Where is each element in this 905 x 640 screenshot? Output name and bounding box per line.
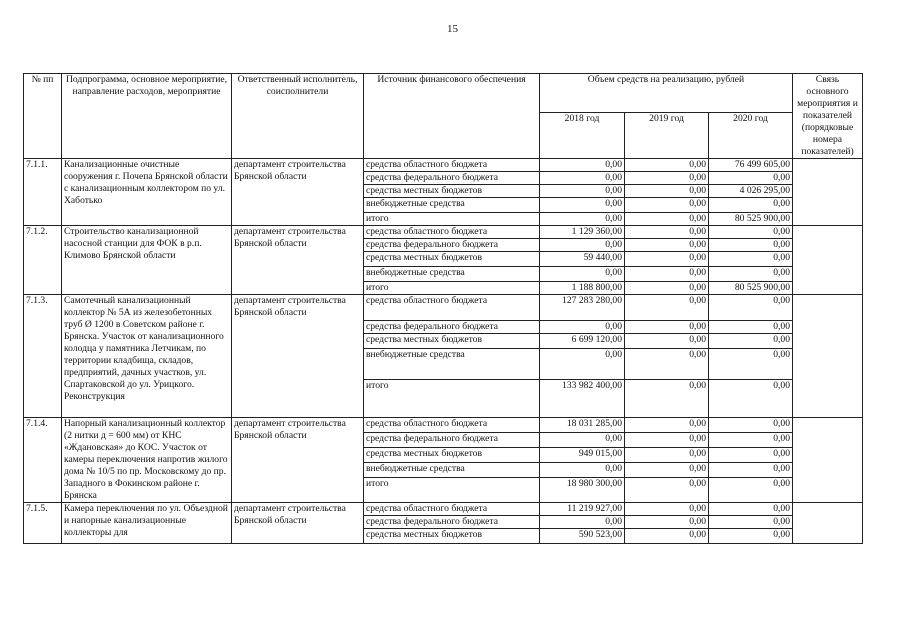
amount-y2020: 80 525 900,00 [709, 213, 793, 226]
amount-y2020: 0,00 [709, 448, 793, 463]
item-link [793, 159, 863, 226]
item-number: 7.1.3. [24, 295, 62, 418]
amount-y2019: 0,00 [625, 282, 709, 295]
funding-source: средства областного бюджета [364, 418, 540, 433]
amount-y2019: 0,00 [625, 478, 709, 503]
amount-y2018: 0,00 [540, 321, 625, 334]
item-description: Самотечный канализационный коллектор № 5А из железобетонных труб Ø 1200 в Советском районе г. Брянска. Участок от канализационного колодца у памятника Летчикам, по территории кладбища, складов, предприятий, дачных участков, ул. Спартаковской до ул. Урицкого. Реконструкция [62, 295, 232, 418]
amount-y2018: 1 129 360,00 [540, 226, 625, 239]
amount-y2020: 0,00 [709, 516, 793, 529]
amount-y2018: 0,00 [540, 172, 625, 185]
amount-y2020: 0,00 [709, 463, 793, 478]
funding-source: внебюджетные средства [364, 267, 540, 282]
total-label: итого [364, 478, 540, 503]
funding-source: средства областного бюджета [364, 503, 540, 516]
header-num: № пп [24, 74, 62, 159]
amount-y2020: 0,00 [709, 198, 793, 213]
amount-y2018: 949 015,00 [540, 448, 625, 463]
amount-y2020: 0,00 [709, 295, 793, 321]
table-row [24, 418, 863, 433]
funding-source: средства федерального бюджета [364, 516, 540, 529]
amount-y2020: 0,00 [709, 172, 793, 185]
amount-y2020: 0,00 [709, 239, 793, 252]
amount-y2018: 0,00 [540, 185, 625, 198]
header-responsible: Ответственный исполнитель, соисполнители [232, 74, 364, 159]
table-row [24, 159, 863, 172]
amount-y2018: 133 982 400,00 [540, 380, 625, 418]
item-responsible: департамент строительства Брянской области [232, 295, 364, 418]
total-label: итого [364, 380, 540, 418]
amount-y2018: 18 980 300,00 [540, 478, 625, 503]
table-body [24, 159, 863, 544]
funding-source: средства федерального бюджета [364, 433, 540, 448]
amount-y2020: 0,00 [709, 267, 793, 282]
funding-source: средства местных бюджетов [364, 448, 540, 463]
item-description: Напорный канализационный коллектор (2 нитки д = 600 мм) от КНС «Ждановская» до КОС. Участок от камеры переключения напротив жилого дома № 10/5 по пр. Московскому до пр. Западного в Фокинском районе г. Брянска [62, 418, 232, 503]
amount-y2018: 0,00 [540, 516, 625, 529]
total-label: итого [364, 213, 540, 226]
amount-y2019: 0,00 [625, 213, 709, 226]
amount-y2018: 59 440,00 [540, 252, 625, 267]
amount-y2018: 0,00 [540, 239, 625, 252]
amount-y2018: 11 219 927,00 [540, 503, 625, 516]
amount-y2019: 0,00 [625, 226, 709, 239]
amount-y2018: 0,00 [540, 213, 625, 226]
amount-y2018: 6 699 120,00 [540, 334, 625, 349]
funding-source: средства местных бюджетов [364, 185, 540, 198]
amount-y2019: 0,00 [625, 349, 709, 380]
amount-y2020: 0,00 [709, 349, 793, 380]
header-volume: Объем средств на реализацию, рублей [540, 74, 793, 113]
item-link [793, 418, 863, 503]
item-description: Камера переключения по ул. Объездной и напорные канализационные коллекторы для [62, 503, 232, 544]
item-description: Канализационные очистные сооружения г. Почепа Брянской области с канализационным коллектором по ул. Хаботько [62, 159, 232, 226]
amount-y2019: 0,00 [625, 172, 709, 185]
header-program: Подпрограмма, основное мероприятие, направление расходов, мероприятие [62, 74, 232, 159]
header-source: Источник финансового обеспечения [364, 74, 540, 159]
funding-source: средства областного бюджета [364, 159, 540, 172]
table-row [24, 503, 863, 516]
amount-y2020: 76 499 605,00 [709, 159, 793, 172]
amount-y2018: 0,00 [540, 159, 625, 172]
amount-y2019: 0,00 [625, 295, 709, 321]
funding-source: внебюджетные средства [364, 349, 540, 380]
item-link [793, 295, 863, 418]
item-link [793, 226, 863, 295]
financing-table [23, 73, 863, 544]
item-responsible: департамент строительства Брянской области [232, 503, 364, 544]
amount-y2019: 0,00 [625, 463, 709, 478]
funding-source: средства федерального бюджета [364, 321, 540, 334]
amount-y2020: 0,00 [709, 503, 793, 516]
item-responsible: департамент строительства Брянской области [232, 418, 364, 503]
amount-y2019: 0,00 [625, 334, 709, 349]
amount-y2019: 0,00 [625, 516, 709, 529]
amount-y2019: 0,00 [625, 433, 709, 448]
amount-y2018: 0,00 [540, 433, 625, 448]
amount-y2020: 4 026 295,00 [709, 185, 793, 198]
amount-y2020: 0,00 [709, 334, 793, 349]
amount-y2020: 0,00 [709, 478, 793, 503]
item-number: 7.1.4. [24, 418, 62, 503]
funding-source: средства местных бюджетов [364, 252, 540, 267]
funding-source: средства областного бюджета [364, 295, 540, 321]
amount-y2018: 0,00 [540, 198, 625, 213]
amount-y2019: 0,00 [625, 159, 709, 172]
funding-source: внебюджетные средства [364, 198, 540, 213]
amount-y2018: 0,00 [540, 349, 625, 380]
header-year-2020: 2020 год [709, 112, 793, 158]
amount-y2019: 0,00 [625, 448, 709, 463]
amount-y2019: 0,00 [625, 267, 709, 282]
amount-y2020: 0,00 [709, 529, 793, 544]
amount-y2019: 0,00 [625, 529, 709, 544]
funding-source: средства областного бюджета [364, 226, 540, 239]
amount-y2018: 590 523,00 [540, 529, 625, 544]
amount-y2019: 0,00 [625, 198, 709, 213]
header-row [24, 74, 863, 113]
total-label: итого [364, 282, 540, 295]
amount-y2020: 0,00 [709, 226, 793, 239]
amount-y2020: 80 525 900,00 [709, 282, 793, 295]
funding-source: средства местных бюджетов [364, 334, 540, 349]
amount-y2020: 0,00 [709, 321, 793, 334]
funding-source: внебюджетные средства [364, 463, 540, 478]
item-number: 7.1.2. [24, 226, 62, 295]
item-description: Строительство канализационной насосной станции для ФОК в р.п. Климово Брянской области [62, 226, 232, 295]
amount-y2018: 0,00 [540, 267, 625, 282]
amount-y2018: 0,00 [540, 463, 625, 478]
amount-y2020: 0,00 [709, 252, 793, 267]
funding-source: средства местных бюджетов [364, 529, 540, 544]
page-number: 15 [447, 23, 458, 35]
amount-y2018: 1 188 800,00 [540, 282, 625, 295]
table-row [24, 226, 863, 239]
amount-y2019: 0,00 [625, 252, 709, 267]
amount-y2019: 0,00 [625, 503, 709, 516]
amount-y2020: 0,00 [709, 433, 793, 448]
item-number: 7.1.5. [24, 503, 62, 544]
amount-y2019: 0,00 [625, 185, 709, 198]
amount-y2019: 0,00 [625, 239, 709, 252]
header-link: Связь основного мероприятия и показателей (порядковые номера показателей) [793, 74, 863, 159]
amount-y2018: 18 031 285,00 [540, 418, 625, 433]
item-responsible: департамент строительства Брянской области [232, 159, 364, 226]
item-link [793, 503, 863, 544]
amount-y2018: 127 283 280,00 [540, 295, 625, 321]
table-row [24, 295, 863, 321]
amount-y2020: 0,00 [709, 380, 793, 418]
amount-y2019: 0,00 [625, 380, 709, 418]
amount-y2019: 0,00 [625, 418, 709, 433]
header-year-2019: 2019 год [625, 112, 709, 158]
funding-source: средства федерального бюджета [364, 239, 540, 252]
amount-y2020: 0,00 [709, 418, 793, 433]
item-number: 7.1.1. [24, 159, 62, 226]
item-responsible: департамент строительства Брянской области [232, 226, 364, 295]
funding-source: средства федерального бюджета [364, 172, 540, 185]
header-year-2018: 2018 год [540, 112, 625, 158]
amount-y2019: 0,00 [625, 321, 709, 334]
